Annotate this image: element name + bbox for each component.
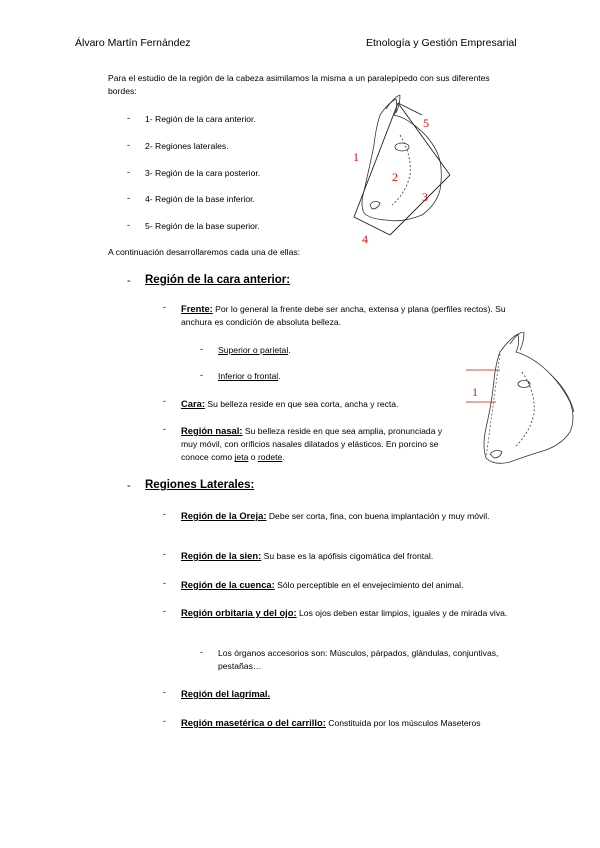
parallelepiped-lines <box>354 103 450 235</box>
orbitaria-term: Región orbitaria y del ojo: <box>181 607 297 618</box>
list-item: 3- Región de la cara posterior. <box>145 168 261 178</box>
bullet-dash: - <box>127 480 131 492</box>
sub-label-frontal: Inferior o frontal <box>218 371 279 381</box>
oreja-entry <box>181 509 521 523</box>
horse-outline-2 <box>484 334 573 463</box>
cara-term: Cara: <box>181 398 205 409</box>
header-author: Álvaro Martín Fernández <box>75 37 191 49</box>
orbitaria-entry <box>181 606 516 620</box>
bullet-dash: - <box>163 716 166 726</box>
lagrimal-term: Región del lagrimal. <box>181 688 271 699</box>
bullet-dash: - <box>163 424 166 434</box>
figure-label-2: 2 <box>392 170 398 184</box>
frente-sub-item: Inferior o frontal. <box>218 371 281 381</box>
nasal-term: Región nasal: <box>181 425 243 436</box>
frontal-marks <box>466 354 500 458</box>
sub-label-parietal: Superior o parietal <box>218 345 289 355</box>
figure-label-5: 5 <box>423 116 429 130</box>
lagrimal-entry <box>181 687 521 701</box>
bullet-dash: - <box>127 220 130 230</box>
bullet-dash: - <box>127 167 130 177</box>
organos-accesorios: Los órganos accesorios son: Músculos, párpados, glándulas, conjuntivas, pestañas… <box>218 648 499 672</box>
figure-label-1: 1 <box>353 150 359 164</box>
intro-paragraph: Para el estudio de la región de la cabeza asimilamos la misma a un paralepípedo con sus diferentes bordes: <box>108 73 490 97</box>
bullet-dash: - <box>163 687 166 697</box>
bullet-dash: - <box>163 578 166 588</box>
nasal-entry: Región nasal: Su belleza reside en que sea amplia, pronunciada y muy móvil, con orificios nasales dilatados y elásticos. En porcino se conoce como jeta o rodete. <box>181 425 443 463</box>
bullet-dash: - <box>127 140 130 150</box>
oreja-desc: Debe ser corta, fina, con buena implantación y muy móvil. <box>268 511 490 521</box>
horse-outline <box>362 99 441 221</box>
list-item: 5- Región de la base superior. <box>145 221 260 231</box>
figure2-label-1: 1 <box>472 385 478 399</box>
horse-head-figure-1 <box>340 95 480 250</box>
sien-desc: Su base es la apófisis cigomática del frontal. <box>263 551 434 561</box>
figure-label-4: 4 <box>362 232 368 246</box>
maseterica-entry <box>181 716 511 730</box>
bullet-dash: - <box>127 275 131 287</box>
bullet-dash: - <box>163 549 166 559</box>
cara-desc: Su belleza reside en que sea corta, ancha y recta. <box>207 399 399 409</box>
bullet-dash: - <box>163 606 166 616</box>
nasal-rodete: rodete <box>257 452 283 463</box>
header-course: Etnología y Gestión Empresarial <box>366 37 517 49</box>
bullet-dash: - <box>200 344 203 354</box>
orbitaria-desc: Los ojos deben estar limpios, iguales y de mirada viva. <box>299 608 508 618</box>
frente-entry <box>181 302 516 329</box>
nasal-jeta: jeta <box>234 452 249 463</box>
figure-label-3: 3 <box>422 190 428 204</box>
horse-eye-2 <box>518 381 530 388</box>
nasal-desc: Su belleza reside en que sea amplia, pronunciada y muy móvil, con orificios nasales dilatados y elásticos. En porcino se conoce como <box>181 426 443 463</box>
maseterica-term: Región masetérica o del carrillo: <box>181 717 326 728</box>
cara-entry <box>181 397 461 411</box>
sien-term: Región de la sien: <box>181 550 262 561</box>
oreja-term: Región de la Oreja: <box>181 510 267 521</box>
continuation-paragraph: A continuación desarrollaremos cada una de ellas: <box>108 247 301 257</box>
horse-nostril-2 <box>490 450 502 458</box>
horse-cheek-line-2 <box>516 372 534 446</box>
bullet-dash: - <box>127 193 130 203</box>
cuenca-term: Región de la cuenca: <box>181 579 275 590</box>
sien-entry <box>181 549 521 563</box>
maseterica-desc: Constituida por los músculos Maseteros <box>328 718 481 728</box>
horse-nostril <box>370 201 380 209</box>
bullet-dash: - <box>200 370 203 380</box>
bullet-dash: - <box>200 647 203 657</box>
bullet-dash: - <box>163 396 166 406</box>
cuenca-entry <box>181 578 521 592</box>
section-title-cara-anterior: Región de la cara anterior: <box>145 274 291 286</box>
frente-term: Frente: <box>181 303 213 314</box>
list-item: 2- Regiones laterales. <box>145 141 229 151</box>
cuenca-desc: Sólo perceptible en el envejecimiento del animal. <box>277 580 464 590</box>
nasal-o: o <box>250 452 256 463</box>
bullet-dash: - <box>163 302 166 312</box>
list-item: 1- Región de la cara anterior. <box>145 114 256 124</box>
horse-head-figure-2 <box>460 332 580 472</box>
section-title-regiones-laterales: Regiones Laterales: <box>145 479 255 491</box>
horse-neck-line <box>550 374 574 412</box>
bullet-dash: - <box>127 113 130 123</box>
bullet-dash: - <box>163 509 166 519</box>
frente-desc: Por lo general la frente debe ser ancha, extensa y plana (perfiles rectos). Su anchura es condición de absoluta belleza. <box>181 304 506 328</box>
list-item: 4- Región de la base inferior. <box>145 194 255 204</box>
frente-sub-item: Superior o parietal. <box>218 345 291 355</box>
